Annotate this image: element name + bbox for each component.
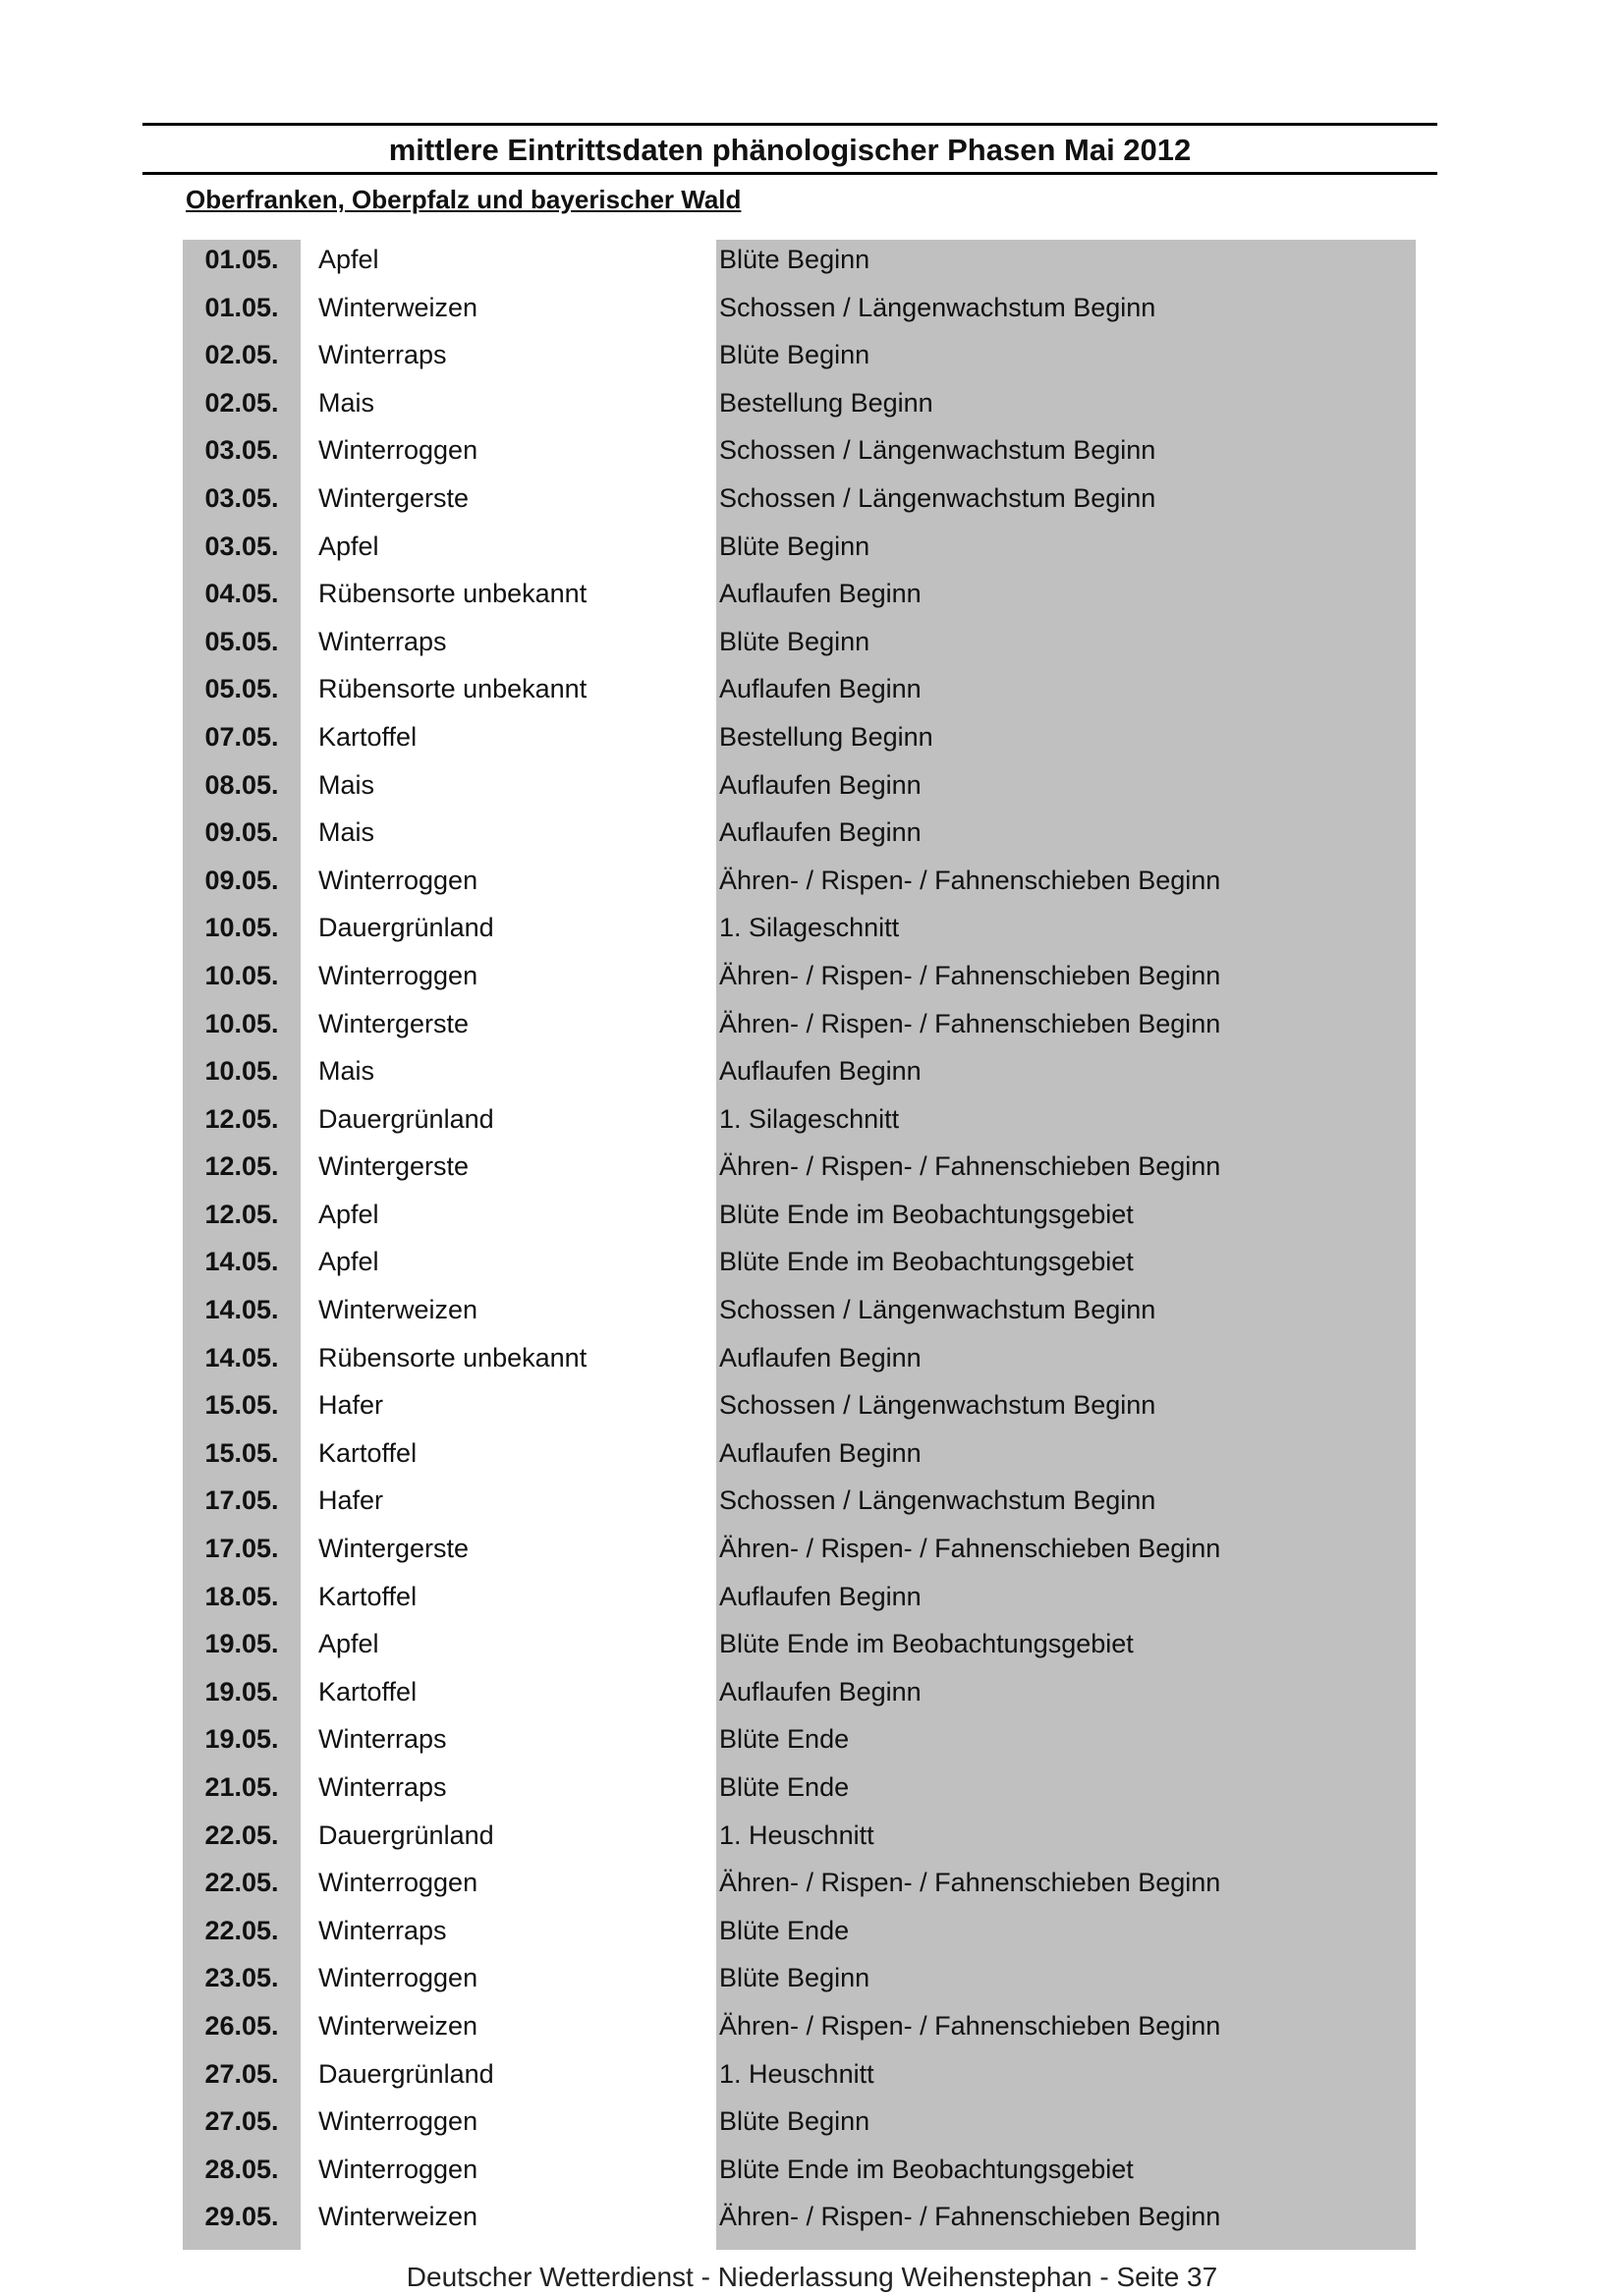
date-cell: 08.05. [204, 769, 279, 800]
phase-cell: Schossen / Längenwachstum Beginn [719, 482, 1156, 513]
crop-cell: Rübensorte unbekannt [318, 579, 588, 609]
date-cell: 22.05. [204, 1915, 279, 1945]
phase-cell: Auflaufen Beginn [719, 817, 922, 848]
date-cell: 14.05. [204, 1247, 279, 1277]
crop-cell: Apfel [318, 1247, 379, 1277]
phase-cell: Blüte Ende im Beobachtungsgebiet [719, 1199, 1134, 1229]
phase-cell: Schossen / Längenwachstum Beginn [719, 1390, 1156, 1421]
phase-cell: Auflaufen Beginn [719, 1056, 922, 1087]
phase-cell: Auflaufen Beginn [719, 674, 922, 704]
crop-cell: Mais [318, 769, 375, 800]
crop-cell: Hafer [318, 1485, 384, 1516]
table-row [183, 2146, 1416, 2194]
page-title: mittlere Eintrittsdaten phänologischer Phasen Mai 2012 [388, 133, 1192, 167]
date-cell: 22.05. [204, 1820, 279, 1850]
phase-cell: Blüte Beginn [719, 245, 870, 274]
phase-cell: Ähren- / Rispen- / Fahnenschieben Beginn [719, 1534, 1221, 1564]
date-cell: 04.05. [204, 579, 279, 609]
date-cell: 10.05. [204, 1056, 279, 1087]
crop-cell: Winterroggen [318, 1963, 478, 1993]
date-cell: 02.05. [204, 340, 279, 370]
table-row [183, 904, 1416, 952]
date-cell: 19.05. [204, 1676, 279, 1707]
crop-cell: Dauergrünland [318, 2058, 494, 2089]
crop-cell: Mais [318, 817, 375, 848]
phase-cell: Blüte Beginn [719, 1963, 870, 1993]
table-row [183, 1525, 1416, 1573]
date-cell: 15.05. [204, 1437, 279, 1468]
phase-cell: Blüte Beginn [719, 340, 870, 370]
date-cell: 05.05. [204, 674, 279, 704]
table-row [183, 1477, 1416, 1525]
date-cell: 27.05. [204, 2058, 279, 2089]
phase-cell: Auflaufen Beginn [719, 1437, 922, 1468]
crop-cell: Kartoffel [318, 1437, 418, 1468]
date-cell: 10.05. [204, 913, 279, 943]
table-row [183, 1429, 1416, 1478]
table-row [183, 1668, 1416, 1716]
phenology-table [183, 236, 1416, 2241]
table-row [183, 523, 1416, 571]
phase-cell: Blüte Beginn [719, 626, 870, 656]
phase-cell: Schossen / Längenwachstum Beginn [719, 1485, 1156, 1516]
date-cell: 01.05. [204, 245, 279, 274]
phase-cell: Auflaufen Beginn [719, 1342, 922, 1372]
table-row [183, 1381, 1416, 1429]
date-cell: 17.05. [204, 1485, 279, 1516]
phase-cell: 1. Heuschnitt [719, 2058, 874, 2089]
table-row [183, 1907, 1416, 1955]
table-row [183, 1859, 1416, 1907]
date-cell: 14.05. [204, 1295, 279, 1325]
table-row [183, 1334, 1416, 1382]
date-cell: 05.05. [204, 626, 279, 656]
phase-cell: Bestellung Beginn [719, 387, 933, 418]
table-row [183, 1191, 1416, 1239]
crop-cell: Winterroggen [318, 960, 478, 990]
crop-cell: Wintergerste [318, 1008, 470, 1038]
crop-cell: Mais [318, 387, 375, 418]
date-cell: 27.05. [204, 2106, 279, 2137]
phase-cell: Schossen / Längenwachstum Beginn [719, 292, 1156, 322]
crop-cell: Apfel [318, 245, 379, 274]
crop-cell: Kartoffel [318, 1581, 418, 1611]
date-cell: 02.05. [204, 387, 279, 418]
phase-cell: Ähren- / Rispen- / Fahnenschieben Beginn [719, 865, 1221, 895]
table-row [183, 570, 1416, 618]
crop-cell: Kartoffel [318, 1676, 418, 1707]
date-cell: 23.05. [204, 1963, 279, 1993]
table-row [183, 475, 1416, 523]
phase-cell: Auflaufen Beginn [719, 1676, 922, 1707]
phase-cell: Ähren- / Rispen- / Fahnenschieben Beginn [719, 960, 1221, 990]
crop-cell: Winterraps [318, 340, 447, 370]
crop-cell: Winterweizen [318, 2010, 478, 2041]
date-cell: 10.05. [204, 1008, 279, 1038]
crop-cell: Winterraps [318, 1772, 447, 1802]
table-row [183, 331, 1416, 379]
table-row [183, 1095, 1416, 1144]
date-cell: 19.05. [204, 1629, 279, 1659]
phase-cell: Blüte Ende [719, 1915, 850, 1945]
crop-cell: Winterweizen [318, 292, 478, 322]
date-cell: 07.05. [204, 721, 279, 752]
table-row [183, 1000, 1416, 1048]
table-row [183, 236, 1416, 284]
phase-cell: Blüte Ende im Beobachtungsgebiet [719, 1247, 1134, 1277]
crop-cell: Winterroggen [318, 435, 478, 466]
crop-cell: Winterroggen [318, 865, 478, 895]
crop-cell: Apfel [318, 531, 379, 561]
phase-cell: Auflaufen Beginn [719, 579, 922, 609]
date-cell: 03.05. [204, 435, 279, 466]
date-cell: 19.05. [204, 1724, 279, 1755]
crop-cell: Winterraps [318, 626, 447, 656]
table-row [183, 713, 1416, 761]
table-row [183, 379, 1416, 427]
region-subtitle: Oberfranken, Oberpfalz und bayerischer Wald [186, 185, 742, 214]
table-row [183, 1715, 1416, 1764]
table-row [183, 426, 1416, 475]
phase-cell: Blüte Ende im Beobachtungsgebiet [719, 1629, 1134, 1659]
date-cell: 22.05. [204, 1868, 279, 1898]
phase-cell: Ähren- / Rispen- / Fahnenschieben Beginn [719, 2010, 1221, 2041]
table-row [183, 809, 1416, 857]
phase-cell: Ähren- / Rispen- / Fahnenschieben Beginn [719, 1008, 1221, 1038]
crop-cell: Winterraps [318, 1724, 447, 1755]
phase-cell: Blüte Ende [719, 1724, 850, 1755]
date-cell: 14.05. [204, 1342, 279, 1372]
crop-cell: Wintergerste [318, 1151, 470, 1182]
date-cell: 09.05. [204, 865, 279, 895]
phase-cell: 1. Silageschnitt [719, 1103, 900, 1134]
crop-cell: Winterroggen [318, 2154, 478, 2184]
crop-cell: Rübensorte unbekannt [318, 674, 588, 704]
date-cell: 12.05. [204, 1151, 279, 1182]
crop-cell: Winterroggen [318, 1868, 478, 1898]
phase-cell: Ähren- / Rispen- / Fahnenschieben Beginn [719, 1868, 1221, 1898]
date-cell: 15.05. [204, 1390, 279, 1421]
table-row [183, 857, 1416, 905]
crop-cell: Winterweizen [318, 2202, 478, 2232]
table-row [183, 665, 1416, 713]
phase-cell: Auflaufen Beginn [719, 1581, 922, 1611]
title-bottom-rule [142, 172, 1437, 175]
table-row [183, 284, 1416, 332]
crop-cell: Dauergrünland [318, 913, 494, 943]
date-cell: 26.05. [204, 2010, 279, 2041]
date-cell: 29.05. [204, 2202, 279, 2232]
table-row [183, 1286, 1416, 1334]
phase-cell: 1. Silageschnitt [719, 913, 900, 943]
date-cell: 03.05. [204, 482, 279, 513]
date-cell: 21.05. [204, 1772, 279, 1802]
date-cell: 12.05. [204, 1199, 279, 1229]
date-cell: 28.05. [204, 2154, 279, 2184]
date-cell: 10.05. [204, 960, 279, 990]
top-rule [142, 123, 1437, 126]
table-row [183, 2002, 1416, 2050]
crop-cell: Apfel [318, 1199, 379, 1229]
table-row [183, 2050, 1416, 2099]
crop-cell: Winterraps [318, 1915, 447, 1945]
table-row [183, 1143, 1416, 1191]
phase-cell: Blüte Ende im Beobachtungsgebiet [719, 2154, 1134, 2184]
table-row [183, 1954, 1416, 2002]
table-row [183, 618, 1416, 666]
table-row [183, 1573, 1416, 1621]
phase-cell: Auflaufen Beginn [719, 769, 922, 800]
phase-cell: Ähren- / Rispen- / Fahnenschieben Beginn [719, 2202, 1221, 2232]
date-cell: 01.05. [204, 292, 279, 322]
table-row [183, 1047, 1416, 1095]
table-row [183, 2098, 1416, 2146]
crop-cell: Dauergrünland [318, 1820, 494, 1850]
date-cell: 12.05. [204, 1103, 279, 1134]
crop-cell: Wintergerste [318, 1534, 470, 1564]
phase-cell: 1. Heuschnitt [719, 1820, 874, 1850]
crop-cell: Hafer [318, 1390, 384, 1421]
date-cell: 09.05. [204, 817, 279, 848]
crop-cell: Kartoffel [318, 721, 418, 752]
table-row [183, 1238, 1416, 1286]
phase-cell: Blüte Beginn [719, 531, 870, 561]
crop-cell: Apfel [318, 1629, 379, 1659]
crop-cell: Rübensorte unbekannt [318, 1342, 588, 1372]
crop-cell: Wintergerste [318, 482, 470, 513]
phase-cell: Schossen / Längenwachstum Beginn [719, 435, 1156, 466]
crop-cell: Mais [318, 1056, 375, 1087]
date-cell: 18.05. [204, 1581, 279, 1611]
phase-cell: Bestellung Beginn [719, 721, 933, 752]
table-row [183, 952, 1416, 1000]
crop-cell: Dauergrünland [318, 1103, 494, 1134]
crop-cell: Winterroggen [318, 2106, 478, 2137]
table-row [183, 761, 1416, 810]
date-cell: 17.05. [204, 1534, 279, 1564]
crop-cell: Winterweizen [318, 1295, 478, 1325]
table-row [183, 1812, 1416, 1860]
phase-cell: Blüte Ende [719, 1772, 850, 1802]
phase-cell: Schossen / Längenwachstum Beginn [719, 1295, 1156, 1325]
table-row [183, 2193, 1416, 2241]
phase-cell: Ähren- / Rispen- / Fahnenschieben Beginn [719, 1151, 1221, 1182]
date-cell: 03.05. [204, 531, 279, 561]
phase-cell: Blüte Beginn [719, 2106, 870, 2137]
table-row [183, 1620, 1416, 1668]
page-footer: Deutscher Wetterdienst - Niederlassung Weihenstephan - Seite 37 [406, 2262, 1218, 2292]
table-row [183, 1764, 1416, 1812]
